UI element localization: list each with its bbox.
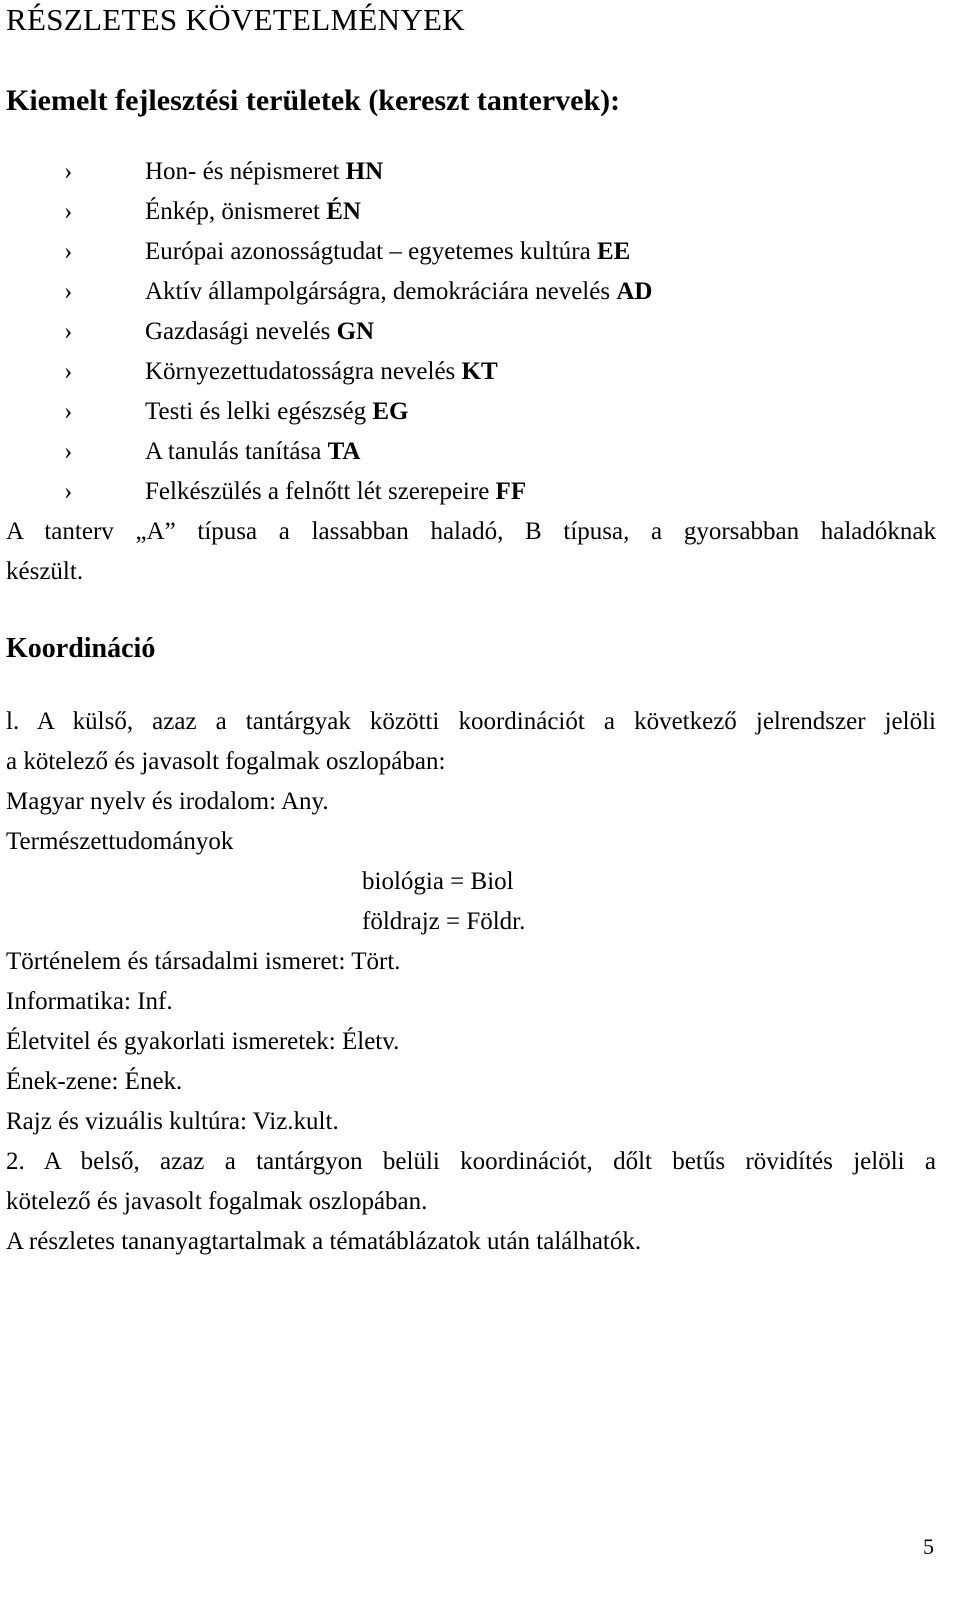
list-item-text: Hon- és népismeret bbox=[145, 158, 346, 185]
section-subtitle: Kiemelt fejlesztési területek (kereszt tantervek): bbox=[6, 84, 621, 117]
bullet-marker: › bbox=[64, 158, 73, 185]
closing-sentence: A részletes tananyagtartalmak a tématáblázatok után találhatók. bbox=[6, 1228, 642, 1255]
list-item bbox=[0, 152, 900, 192]
page-title: RÉSZLETES KÖVETELMÉNYEK bbox=[6, 2, 465, 37]
subject-abbreviation: Ének-zene: Ének. bbox=[6, 1068, 183, 1095]
list-item-text: Környezettudatosságra nevelés bbox=[145, 358, 462, 385]
subject-abbreviation: Rajz és vizuális kultúra: Viz.kult. bbox=[6, 1108, 339, 1135]
list-item-code: EE bbox=[596, 238, 631, 265]
list-item-code: EG bbox=[372, 398, 409, 425]
bullet-marker: › bbox=[64, 278, 73, 305]
list-item bbox=[0, 352, 900, 392]
subject-group-label: Természettudományok bbox=[6, 828, 234, 855]
section-heading: Koordináció bbox=[6, 633, 156, 664]
list-item-text: Gazdasági nevelés bbox=[145, 318, 337, 345]
belso-paragraph-line: kötelező és javasolt fogalmak oszlopában. bbox=[6, 1188, 428, 1215]
koordinacio-paragraph-line: a kötelező és javasolt fogalmak oszlopában: bbox=[6, 748, 446, 775]
list-item-code: ÉN bbox=[326, 198, 361, 225]
subject-abbreviation: Informatika: Inf. bbox=[6, 988, 173, 1015]
list-item-code: KT bbox=[461, 358, 498, 385]
list-item-text: Felkészülés a felnőtt lét szerepeire bbox=[145, 478, 496, 505]
list-item-code: TA bbox=[327, 438, 361, 465]
list-item bbox=[0, 192, 900, 232]
bullet-marker: › bbox=[64, 438, 73, 465]
list-item-code: GN bbox=[336, 318, 375, 345]
list-item bbox=[0, 312, 900, 352]
koordinacio-paragraph-line: l. A külső, azaz a tantárgyak közötti koordinációt a következő jelrendszer jelöli bbox=[6, 708, 936, 735]
list-item bbox=[0, 272, 900, 312]
list-item-text: Aktív állampolgárságra, demokráciára nevelés bbox=[145, 278, 617, 305]
tanterv-paragraph-line: A tanterv „A” típusa a lassabban haladó, B típusa, a gyorsabban haladóknak bbox=[6, 518, 936, 545]
tanterv-paragraph-line: készült. bbox=[6, 558, 84, 585]
list-item-code: HN bbox=[345, 158, 384, 185]
bullet-marker: › bbox=[64, 398, 73, 425]
belso-paragraph-line: 2. A belső, azaz a tantárgyon belüli koordinációt, dőlt betűs rövidítés jelöli a bbox=[6, 1148, 936, 1175]
subject-abbreviation: Történelem és társadalmi ismeret: Tört. bbox=[6, 948, 401, 975]
list-item bbox=[0, 392, 900, 432]
list-item-text: A tanulás tanítása bbox=[145, 438, 328, 465]
page-number: 5 bbox=[923, 1534, 934, 1559]
list-item bbox=[0, 472, 900, 512]
list-item-code: AD bbox=[616, 278, 653, 305]
list-item bbox=[0, 232, 900, 272]
subject-abbreviation: földrajz = Földr. bbox=[362, 908, 526, 935]
list-item-code: FF bbox=[495, 478, 527, 505]
list-item-text: Testi és lelki egészség bbox=[145, 398, 373, 425]
subject-abbreviation: Magyar nyelv és irodalom: Any. bbox=[6, 788, 329, 815]
bullet-marker: › bbox=[64, 198, 73, 225]
bullet-marker: › bbox=[64, 358, 73, 385]
list-item bbox=[0, 432, 900, 472]
subject-abbreviation: Életvitel és gyakorlati ismeretek: Életv. bbox=[6, 1028, 400, 1055]
list-item-text: Énkép, önismeret bbox=[145, 198, 327, 225]
list-item-text: Európai azonosságtudat – egyetemes kultúra bbox=[145, 238, 597, 265]
subject-abbreviation: biológia = Biol bbox=[362, 868, 514, 895]
bullet-marker: › bbox=[64, 478, 73, 505]
bullet-marker: › bbox=[64, 318, 73, 345]
bullet-marker: › bbox=[64, 238, 73, 265]
